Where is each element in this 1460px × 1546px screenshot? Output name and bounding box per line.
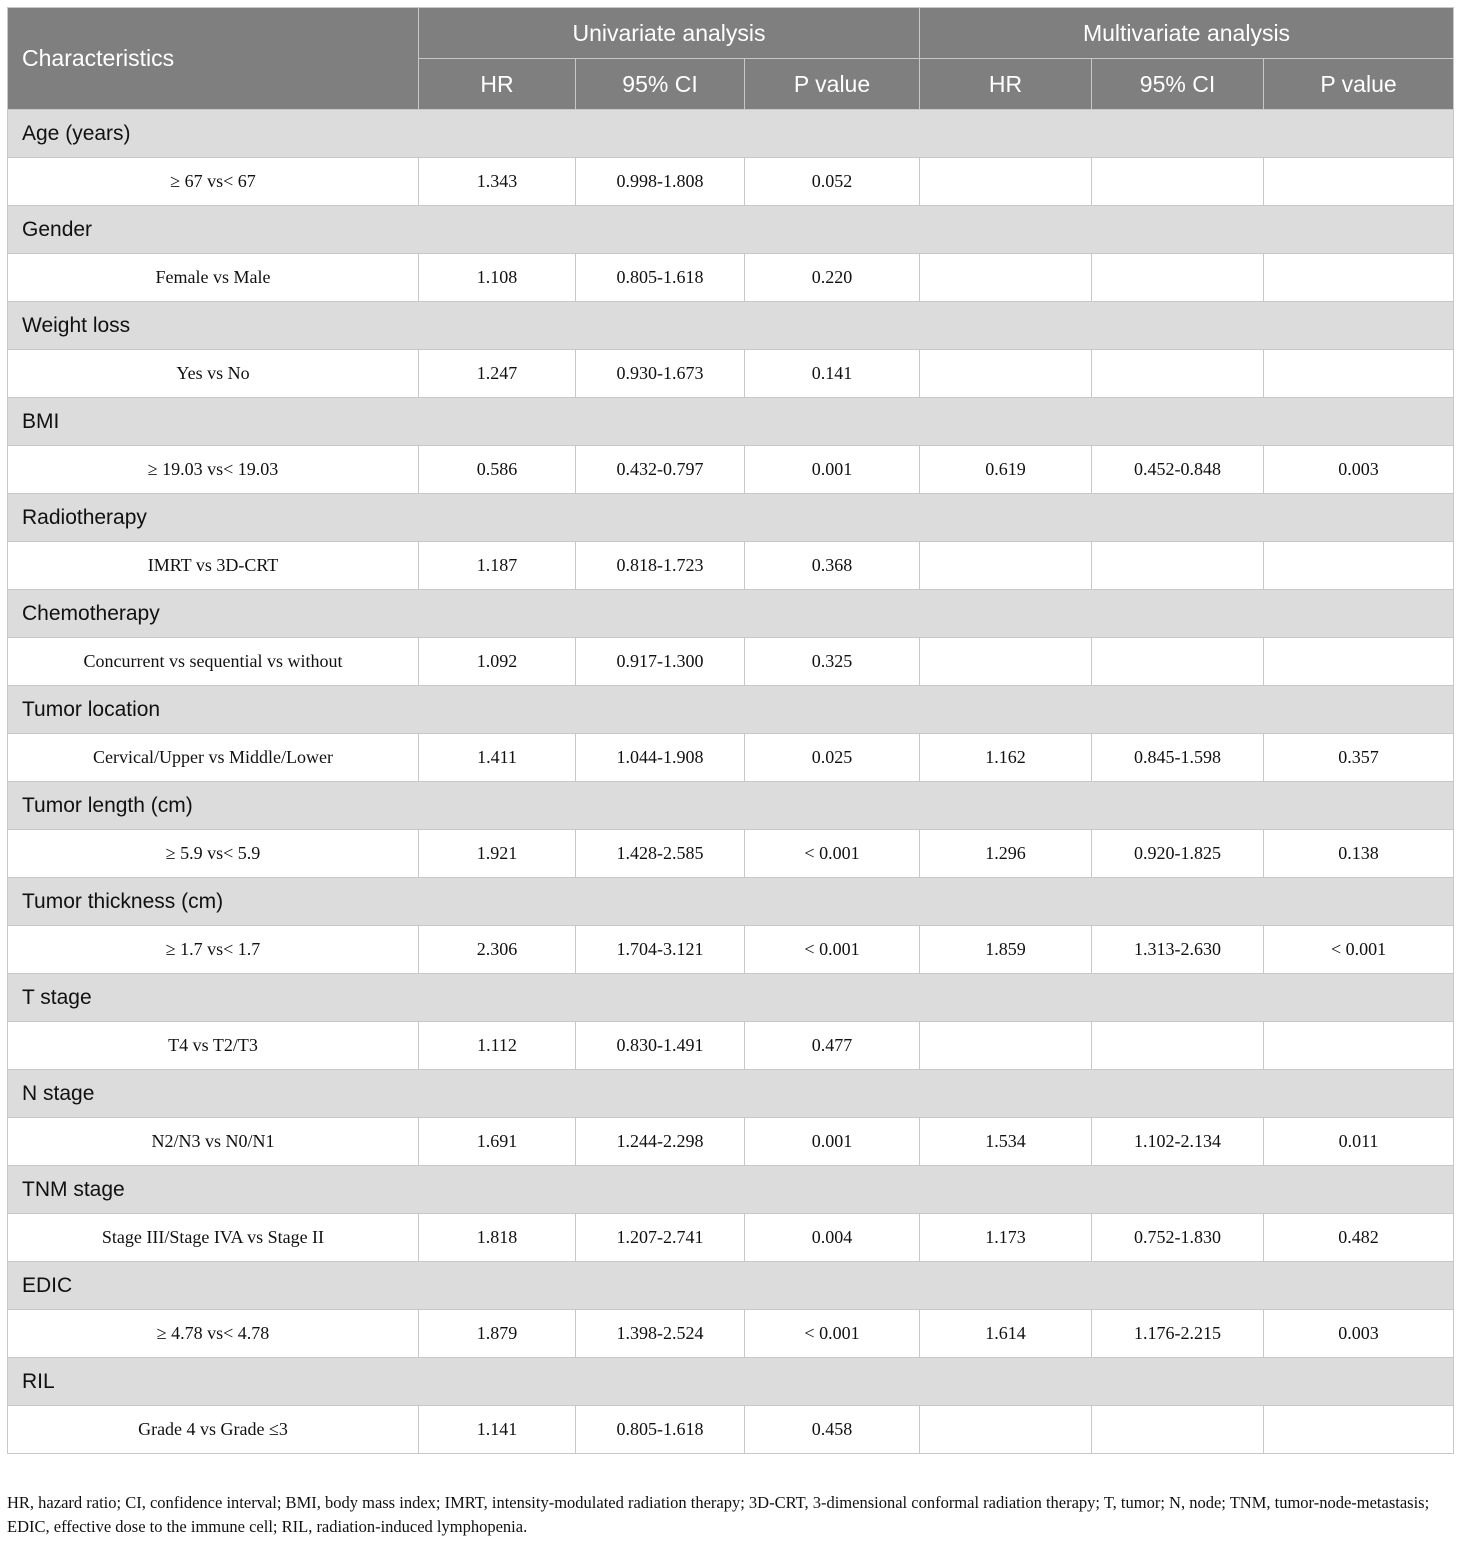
uni-p-cell: < 0.001 xyxy=(745,830,920,878)
multi-hr-cell xyxy=(920,1406,1092,1454)
category-label: TNM stage xyxy=(8,1166,1454,1214)
table-footnote: HR, hazard ratio; CI, confidence interval; BMI, body mass index; IMRT, intensity-modulated radiation therapy; 3D-CRT, 3-dimensional conformal radiation therapy; T, tumor; N, node; TNM, tumor-node-metastasis; EDIC, effective dose to the immune cell; RIL, radiation-induced lymphopenia. xyxy=(7,1493,1430,1536)
uni-hr-cell: 1.343 xyxy=(419,158,576,206)
category-label: Radiotherapy xyxy=(8,494,1454,542)
value-row xyxy=(8,1118,1454,1166)
comparison-cell: T4 vs T2/T3 xyxy=(8,1022,419,1070)
uni-ci-cell: 0.805-1.618 xyxy=(576,1406,745,1454)
value-row xyxy=(8,350,1454,398)
uni-ci-cell: 0.998-1.808 xyxy=(576,158,745,206)
category-label: Weight loss xyxy=(8,302,1454,350)
multi-ci-cell: 1.102-2.134 xyxy=(1092,1118,1264,1166)
category-row xyxy=(8,878,1454,926)
uni-hr-cell: 1.141 xyxy=(419,1406,576,1454)
category-row xyxy=(8,302,1454,350)
multi-p-header: P value xyxy=(1264,59,1454,110)
table-body xyxy=(8,110,1454,1454)
multi-p-cell xyxy=(1264,1406,1454,1454)
multi-p-cell xyxy=(1264,1022,1454,1070)
multi-hr-cell xyxy=(920,1022,1092,1070)
uni-hr-cell: 1.092 xyxy=(419,638,576,686)
multi-p-cell: < 0.001 xyxy=(1264,926,1454,974)
comparison-cell: ≥ 19.03 vs< 19.03 xyxy=(8,446,419,494)
uni-hr-cell: 1.691 xyxy=(419,1118,576,1166)
multi-hr-cell: 1.173 xyxy=(920,1214,1092,1262)
value-row xyxy=(8,542,1454,590)
multi-p-cell: 0.003 xyxy=(1264,1310,1454,1358)
multi-hr-cell: 1.534 xyxy=(920,1118,1092,1166)
category-row xyxy=(8,782,1454,830)
uni-p-cell: 0.141 xyxy=(745,350,920,398)
comparison-cell: N2/N3 vs N0/N1 xyxy=(8,1118,419,1166)
multi-hr-cell xyxy=(920,542,1092,590)
uni-p-cell: 0.477 xyxy=(745,1022,920,1070)
multi-p-cell: 0.138 xyxy=(1264,830,1454,878)
multi-ci-cell: 0.452-0.848 xyxy=(1092,446,1264,494)
header-row-groups xyxy=(8,8,1454,59)
multi-hr-header: HR xyxy=(920,59,1092,110)
multi-ci-cell: 1.176-2.215 xyxy=(1092,1310,1264,1358)
multi-ci-cell xyxy=(1092,1406,1264,1454)
multi-p-cell xyxy=(1264,638,1454,686)
uni-ci-cell: 0.830-1.491 xyxy=(576,1022,745,1070)
multi-hr-cell: 1.162 xyxy=(920,734,1092,782)
uni-ci-cell: 0.805-1.618 xyxy=(576,254,745,302)
multi-p-cell xyxy=(1264,158,1454,206)
uni-p-cell: < 0.001 xyxy=(745,1310,920,1358)
uni-hr-cell: 1.108 xyxy=(419,254,576,302)
multi-ci-cell: 0.752-1.830 xyxy=(1092,1214,1264,1262)
multi-ci-cell xyxy=(1092,638,1264,686)
uni-hr-header: HR xyxy=(419,59,576,110)
characteristics-header: Characteristics xyxy=(8,8,419,110)
value-row xyxy=(8,638,1454,686)
comparison-cell: ≥ 4.78 vs< 4.78 xyxy=(8,1310,419,1358)
uni-p-cell: 0.220 xyxy=(745,254,920,302)
category-label: RIL xyxy=(8,1358,1454,1406)
category-label: N stage xyxy=(8,1070,1454,1118)
multi-ci-cell xyxy=(1092,1022,1264,1070)
category-row xyxy=(8,1262,1454,1310)
comparison-cell: ≥ 67 vs< 67 xyxy=(8,158,419,206)
category-row xyxy=(8,1358,1454,1406)
value-row xyxy=(8,446,1454,494)
category-row xyxy=(8,110,1454,158)
category-label: Age (years) xyxy=(8,110,1454,158)
uni-ci-cell: 1.428-2.585 xyxy=(576,830,745,878)
value-row xyxy=(8,1214,1454,1262)
uni-ci-cell: 1.704-3.121 xyxy=(576,926,745,974)
category-label: Tumor location xyxy=(8,686,1454,734)
comparison-cell: Stage III/Stage IVA vs Stage II xyxy=(8,1214,419,1262)
category-row xyxy=(8,974,1454,1022)
uni-hr-cell: 1.112 xyxy=(419,1022,576,1070)
uni-ci-cell: 0.917-1.300 xyxy=(576,638,745,686)
uni-ci-cell: 0.930-1.673 xyxy=(576,350,745,398)
uni-ci-cell: 1.044-1.908 xyxy=(576,734,745,782)
uni-p-header: P value xyxy=(745,59,920,110)
category-row xyxy=(8,686,1454,734)
uni-hr-cell: 1.411 xyxy=(419,734,576,782)
multi-p-cell xyxy=(1264,350,1454,398)
value-row xyxy=(8,1310,1454,1358)
comparison-cell: Grade 4 vs Grade ≤3 xyxy=(8,1406,419,1454)
uni-ci-cell: 0.432-0.797 xyxy=(576,446,745,494)
uni-p-cell: 0.458 xyxy=(745,1406,920,1454)
multi-p-cell xyxy=(1264,254,1454,302)
uni-p-cell: 0.325 xyxy=(745,638,920,686)
multi-ci-cell: 0.845-1.598 xyxy=(1092,734,1264,782)
uni-p-cell: 0.001 xyxy=(745,1118,920,1166)
category-row xyxy=(8,1070,1454,1118)
uni-ci-cell: 0.818-1.723 xyxy=(576,542,745,590)
value-row xyxy=(8,1406,1454,1454)
category-row xyxy=(8,206,1454,254)
uni-hr-cell: 1.921 xyxy=(419,830,576,878)
uni-hr-cell: 0.586 xyxy=(419,446,576,494)
category-label: Tumor length (cm) xyxy=(8,782,1454,830)
category-label: T stage xyxy=(8,974,1454,1022)
category-label: Chemotherapy xyxy=(8,590,1454,638)
multi-p-cell: 0.482 xyxy=(1264,1214,1454,1262)
multi-ci-cell: 1.313-2.630 xyxy=(1092,926,1264,974)
uni-p-cell: < 0.001 xyxy=(745,926,920,974)
uni-hr-cell: 2.306 xyxy=(419,926,576,974)
uni-hr-cell: 1.247 xyxy=(419,350,576,398)
category-row xyxy=(8,1166,1454,1214)
value-row xyxy=(8,734,1454,782)
hazard-ratio-table xyxy=(7,7,1454,1454)
multi-hr-cell xyxy=(920,254,1092,302)
uni-ci-header: 95% CI xyxy=(576,59,745,110)
comparison-cell: IMRT vs 3D-CRT xyxy=(8,542,419,590)
multi-p-cell: 0.357 xyxy=(1264,734,1454,782)
comparison-cell: Cervical/Upper vs Middle/Lower xyxy=(8,734,419,782)
uni-ci-cell: 1.207-2.741 xyxy=(576,1214,745,1262)
univariate-header: Univariate analysis xyxy=(419,8,920,59)
comparison-cell: Yes vs No xyxy=(8,350,419,398)
value-row xyxy=(8,926,1454,974)
multi-ci-cell: 0.920-1.825 xyxy=(1092,830,1264,878)
multi-p-cell: 0.011 xyxy=(1264,1118,1454,1166)
multi-ci-cell xyxy=(1092,254,1264,302)
multi-hr-cell: 0.619 xyxy=(920,446,1092,494)
uni-ci-cell: 1.398-2.524 xyxy=(576,1310,745,1358)
multi-ci-cell xyxy=(1092,158,1264,206)
comparison-cell: ≥ 1.7 vs< 1.7 xyxy=(8,926,419,974)
comparison-cell: Concurrent vs sequential vs without xyxy=(8,638,419,686)
multi-hr-cell: 1.296 xyxy=(920,830,1092,878)
category-row xyxy=(8,398,1454,446)
value-row xyxy=(8,158,1454,206)
uni-hr-cell: 1.187 xyxy=(419,542,576,590)
category-row xyxy=(8,494,1454,542)
comparison-cell: Female vs Male xyxy=(8,254,419,302)
multi-ci-cell xyxy=(1092,350,1264,398)
category-label: EDIC xyxy=(8,1262,1454,1310)
uni-p-cell: 0.001 xyxy=(745,446,920,494)
multi-hr-cell xyxy=(920,638,1092,686)
category-label: Gender xyxy=(8,206,1454,254)
uni-hr-cell: 1.879 xyxy=(419,1310,576,1358)
uni-p-cell: 0.052 xyxy=(745,158,920,206)
value-row xyxy=(8,830,1454,878)
category-label: Tumor thickness (cm) xyxy=(8,878,1454,926)
multi-hr-cell xyxy=(920,350,1092,398)
uni-hr-cell: 1.818 xyxy=(419,1214,576,1262)
multi-ci-header: 95% CI xyxy=(1092,59,1264,110)
multivariate-header: Multivariate analysis xyxy=(920,8,1454,59)
multi-p-cell xyxy=(1264,542,1454,590)
uni-p-cell: 0.004 xyxy=(745,1214,920,1262)
multi-hr-cell: 1.614 xyxy=(920,1310,1092,1358)
multi-ci-cell xyxy=(1092,542,1264,590)
multi-hr-cell: 1.859 xyxy=(920,926,1092,974)
uni-p-cell: 0.368 xyxy=(745,542,920,590)
category-label: BMI xyxy=(8,398,1454,446)
multi-hr-cell xyxy=(920,158,1092,206)
category-row xyxy=(8,590,1454,638)
multi-p-cell: 0.003 xyxy=(1264,446,1454,494)
value-row xyxy=(8,1022,1454,1070)
uni-p-cell: 0.025 xyxy=(745,734,920,782)
value-row xyxy=(8,254,1454,302)
comparison-cell: ≥ 5.9 vs< 5.9 xyxy=(8,830,419,878)
uni-ci-cell: 1.244-2.298 xyxy=(576,1118,745,1166)
